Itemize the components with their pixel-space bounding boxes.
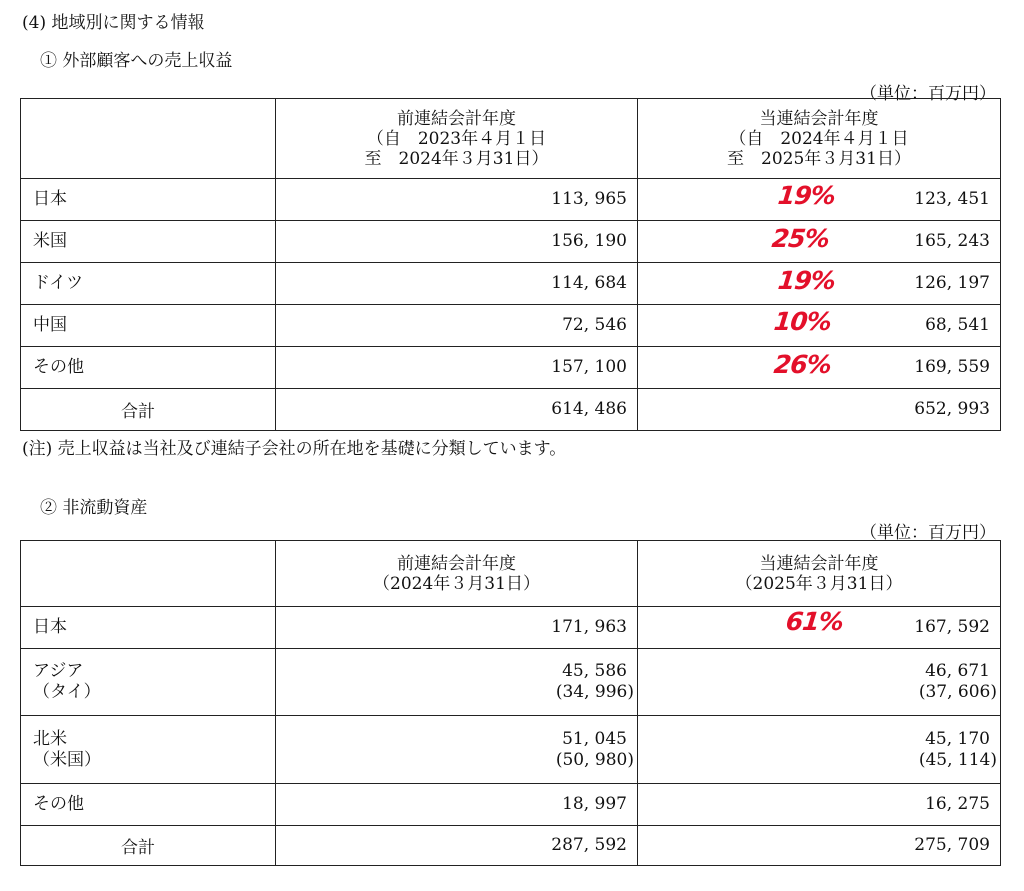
- table-row: [21, 263, 1001, 305]
- subsection-title-revenue: ① 外部顧客への売上収益: [40, 51, 233, 71]
- header-curr-from: （自 2024年４月１日: [729, 128, 909, 149]
- value-curr-line2: (37, 606): [918, 682, 997, 702]
- value-curr: [638, 649, 1001, 716]
- handwritten-percent: 61%: [784, 607, 845, 636]
- unit-label-assets: （単位：百万円）: [860, 523, 996, 543]
- value-prev: [276, 649, 638, 716]
- value-curr-text: 126, 197: [914, 273, 990, 293]
- unit-label-revenue: （単位：百万円）: [860, 84, 996, 104]
- header-empty-cell: [21, 541, 276, 607]
- header-prev-date: （2024年３月31日）: [373, 573, 540, 594]
- header-prev-year: [276, 541, 638, 607]
- value-curr: [638, 347, 1001, 389]
- row-label: [21, 716, 276, 784]
- table-row: [21, 347, 1001, 389]
- assets-table: [20, 540, 1001, 866]
- handwritten-percent: 10%: [772, 307, 833, 336]
- header-prev-from: （自 2023年４月１日: [366, 128, 547, 149]
- header-prev-to: 至 2024年３月31日）: [364, 148, 549, 169]
- value-curr: [638, 716, 1001, 784]
- total-label: 合計: [21, 826, 276, 866]
- row-label: 日本: [21, 607, 276, 649]
- header-curr-year: [638, 99, 1001, 179]
- header-curr-to: 至 2025年３月31日）: [727, 148, 911, 169]
- table-row: [21, 649, 1001, 716]
- table-row: [21, 179, 1001, 221]
- header-prev-title: 前連結会計年度: [397, 108, 516, 129]
- row-label-line2: （タイ）: [33, 682, 101, 702]
- row-label-line1: アジア: [33, 661, 84, 681]
- table-row: [21, 716, 1001, 784]
- value-curr-text: 169, 559: [914, 357, 990, 377]
- table-row: [21, 305, 1001, 347]
- header-curr-title: 当連結会計年度: [759, 553, 879, 574]
- value-curr: [638, 607, 1001, 649]
- row-label-line1: 北米: [33, 728, 67, 749]
- value-curr-text: 123, 451: [914, 189, 990, 209]
- header-curr-year: [638, 541, 1001, 607]
- header-curr-title: 当連結会計年度: [759, 108, 879, 129]
- value-prev: 72, 546: [276, 305, 638, 347]
- value-prev: 114, 684: [276, 263, 638, 305]
- total-prev: 614, 486: [276, 389, 638, 431]
- total-label: 合計: [21, 389, 276, 431]
- section-title: (4) 地域別に関する情報: [22, 13, 205, 33]
- footnote: (注) 売上収益は当社及び連結子会社の所在地を基礎に分類しています。: [22, 439, 567, 459]
- value-curr-line1: 45, 170: [925, 728, 990, 749]
- row-label: 中国: [21, 305, 276, 347]
- handwritten-percent: 26%: [772, 350, 833, 379]
- value-curr: [638, 263, 1001, 305]
- value-prev-line1: 51, 045: [562, 728, 627, 749]
- row-label: その他: [21, 784, 276, 826]
- row-label: その他: [21, 347, 276, 389]
- value-prev: 157, 100: [276, 347, 638, 389]
- value-curr-text: 165, 243: [914, 231, 990, 251]
- value-curr: [638, 305, 1001, 347]
- handwritten-percent: 19%: [776, 181, 837, 210]
- table-row: [21, 221, 1001, 263]
- value-prev: 18, 997: [276, 784, 638, 826]
- row-label: ドイツ: [21, 263, 276, 305]
- table-header-row: [21, 99, 1001, 179]
- handwritten-percent: 25%: [770, 224, 831, 253]
- value-curr: [638, 179, 1001, 221]
- value-prev: [276, 716, 638, 784]
- table-header-row: [21, 541, 1001, 607]
- value-curr: 16, 275: [638, 784, 1001, 826]
- table-row: [21, 607, 1001, 649]
- value-prev-line2: (34, 996): [555, 682, 634, 702]
- value-curr-line1: 46, 671: [925, 661, 990, 681]
- row-label: 日本: [21, 179, 276, 221]
- header-prev-year: [276, 99, 638, 179]
- row-label: 米国: [21, 221, 276, 263]
- value-curr-line2: (45, 114): [918, 749, 997, 770]
- value-curr: [638, 221, 1001, 263]
- subsection-title-assets: ② 非流動資産: [40, 498, 148, 518]
- value-prev: 171, 963: [276, 607, 638, 649]
- row-label-line2: （米国）: [33, 749, 101, 770]
- total-row: [21, 389, 1001, 431]
- value-prev: 156, 190: [276, 221, 638, 263]
- value-prev-line1: 45, 586: [562, 661, 627, 681]
- total-curr: 652, 993: [638, 389, 1001, 431]
- value-prev: 113, 965: [276, 179, 638, 221]
- table-row: [21, 784, 1001, 826]
- total-row: [21, 826, 1001, 866]
- row-label: [21, 649, 276, 716]
- total-curr: 275, 709: [638, 826, 1001, 866]
- value-prev-line2: (50, 980): [555, 749, 634, 770]
- value-curr-text: 167, 592: [914, 617, 990, 637]
- revenue-table: [20, 98, 1001, 431]
- total-prev: 287, 592: [276, 826, 638, 866]
- header-curr-date: （2025年３月31日）: [735, 573, 903, 594]
- value-curr-text: 68, 541: [925, 315, 990, 335]
- header-empty-cell: [21, 99, 276, 179]
- header-prev-title: 前連結会計年度: [397, 553, 516, 574]
- handwritten-percent: 19%: [776, 266, 837, 295]
